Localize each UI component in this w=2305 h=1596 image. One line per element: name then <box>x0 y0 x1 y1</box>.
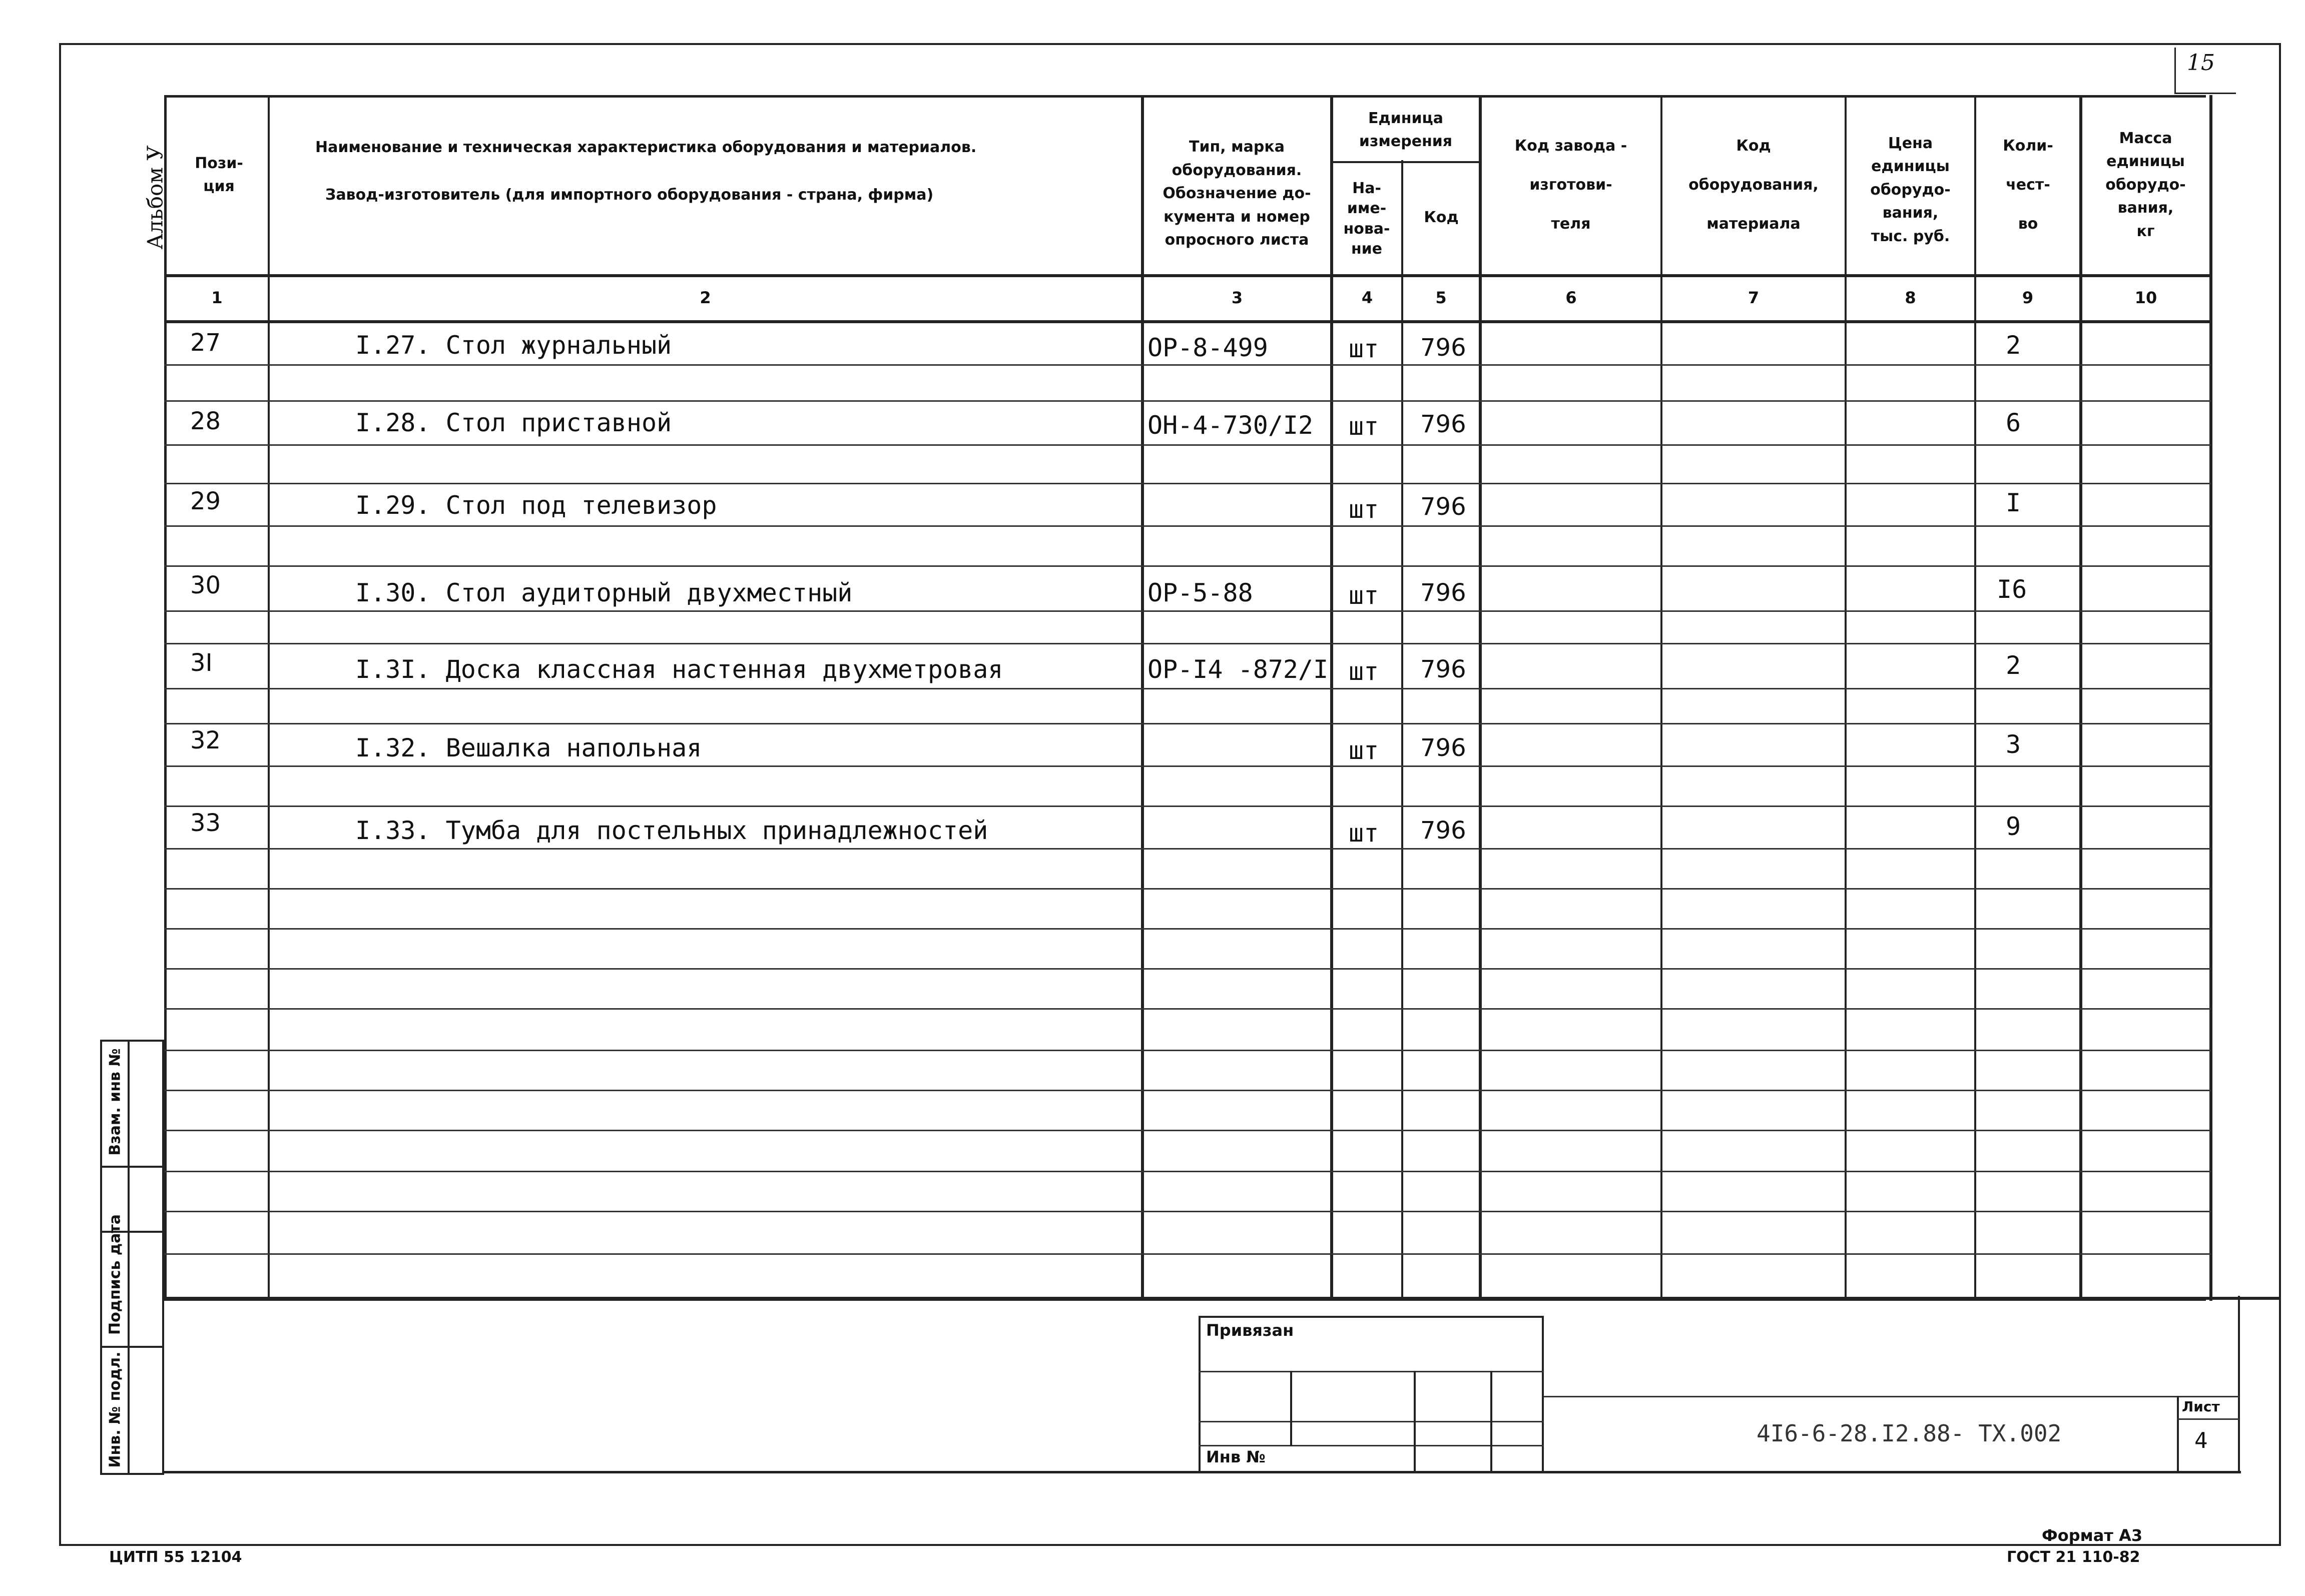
row-name: I.30. Стол аудиторный двухместный <box>355 578 853 607</box>
row-unit: шт <box>1349 736 1379 765</box>
signature-date-label: Подпись дата <box>106 1214 124 1335</box>
header-quantity: Коли- чест- во <box>2003 137 2053 233</box>
row-unit-code: 796 <box>1420 493 1466 521</box>
stamp-divider <box>1490 1371 1492 1473</box>
sheet-label: Лист <box>2182 1398 2220 1415</box>
header-bottom-line <box>164 274 2211 277</box>
gost-label: ГОСТ 21 110-82 <box>2007 1548 2140 1566</box>
sheet-number: 4 <box>2194 1428 2208 1453</box>
row-unit-code: 796 <box>1420 655 1466 683</box>
binding-label: Привязан <box>1206 1321 1294 1340</box>
row-line <box>164 1008 2211 1010</box>
original-inventory-label: Инв. № подл. <box>106 1351 124 1468</box>
row-line <box>164 765 2211 767</box>
colnum-2: 2 <box>700 288 711 307</box>
header-price: Цена единицы оборудо- вания, тыс. руб. <box>1870 134 1951 245</box>
row-quantity: I6 <box>1997 575 2027 604</box>
row-line <box>164 968 2211 970</box>
row-line <box>164 888 2211 890</box>
row-quantity: 9 <box>2006 812 2021 841</box>
colnum-1: 1 <box>211 288 223 307</box>
row-line <box>164 1171 2211 1172</box>
header-unit-name: На- име- нова- ние <box>1343 179 1390 258</box>
row-name: I.28. Стол приставной <box>355 408 672 437</box>
row-unit: шт <box>1349 581 1379 610</box>
header-type: Тип, марка оборудования. Обозначение до- кумента и номер опросного листа <box>1163 138 1311 249</box>
row-unit: шт <box>1349 819 1379 848</box>
row-name: I.3I. Доска классная настенная двухметровая <box>355 655 1003 684</box>
sheet-box-line <box>2177 1418 2239 1420</box>
row-line <box>164 928 2211 930</box>
row-unit: шт <box>1349 657 1379 686</box>
row-position: 30 <box>190 571 221 599</box>
row-unit-code: 796 <box>1420 579 1466 607</box>
row-unit-code: 796 <box>1420 410 1466 438</box>
approval-strip-line <box>100 1166 164 1168</box>
header-name-line2: Завод-изготовитель (для импортного оборудования - страна, фирма) <box>325 186 934 204</box>
row-quantity: I <box>2006 488 2021 517</box>
row-position: 32 <box>190 726 221 754</box>
row-line <box>164 643 2211 644</box>
doc-code-line <box>1544 1396 2239 1397</box>
approval-strip-divider <box>128 1040 130 1475</box>
colnum-6: 6 <box>1565 288 1577 307</box>
row-position: 29 <box>190 487 221 515</box>
row-name: I.27. Стол журнальный <box>355 331 672 360</box>
row-type: ОН-4-730/I2 <box>1147 411 1314 440</box>
colnum-10: 10 <box>2134 288 2157 307</box>
header-factory-code: Код завода - изготови- теля <box>1514 137 1627 233</box>
stamp-divider <box>1414 1371 1416 1473</box>
replaced-inventory-label: Взам. инв № <box>106 1048 124 1156</box>
table-bottom-line <box>164 1297 2281 1300</box>
colnum-8: 8 <box>1905 288 1916 307</box>
row-name: I.33. Тумба для постельных принадлежностей <box>355 816 988 845</box>
row-line <box>164 723 2211 724</box>
stamp-divider <box>1290 1371 1292 1446</box>
row-quantity: 2 <box>2006 651 2021 680</box>
row-name: I.32. Вешалка напольная <box>355 733 702 762</box>
row-unit-code: 796 <box>1420 817 1466 845</box>
row-line <box>164 806 2211 807</box>
row-unit: шт <box>1349 412 1379 441</box>
row-name: I.29. Стол под телевизор <box>355 491 717 520</box>
header-equipment-code: Код оборудования, материала <box>1688 137 1819 233</box>
row-line <box>164 444 2211 446</box>
row-line <box>164 565 2211 567</box>
row-type: ОР-I4 -872/I <box>1147 655 1329 684</box>
colnum-4: 4 <box>1361 288 1373 307</box>
header-mass: Масса единицы оборудо- вания, кг <box>2105 129 2186 240</box>
row-line <box>164 364 2211 366</box>
colnum-9: 9 <box>2022 288 2034 307</box>
header-unit-group: Единица измерения <box>1359 109 1453 150</box>
row-line <box>164 1211 2211 1212</box>
footer-left: ЦИТП 55 12104 <box>109 1548 242 1566</box>
row-line <box>164 1050 2211 1051</box>
header-position: Пози- ция <box>195 154 243 195</box>
row-line <box>164 1253 2211 1255</box>
row-position: 27 <box>190 329 221 357</box>
row-unit-code: 796 <box>1420 334 1466 362</box>
album-label: Альбом У <box>143 145 168 250</box>
row-line <box>164 400 2211 402</box>
row-quantity: 2 <box>2006 331 2021 360</box>
header-unit-code: Код <box>1424 208 1459 226</box>
colnum-bottom-line <box>164 320 2211 323</box>
row-line <box>164 525 2211 527</box>
row-line <box>164 483 2211 484</box>
format-label: Формат А3 <box>2042 1526 2143 1545</box>
row-line <box>164 1090 2211 1091</box>
row-line <box>164 688 2211 689</box>
document-code: 4I6-6-28.I2.88- ТХ.002 <box>1757 1420 2062 1447</box>
colnum-5: 5 <box>1435 288 1447 307</box>
colnum-3: 3 <box>1231 288 1243 307</box>
header-name-line1: Наименование и техническая характеристика оборудования и материалов. <box>315 138 977 156</box>
row-unit-code: 796 <box>1420 734 1466 762</box>
row-position: 28 <box>190 407 221 435</box>
row-type: ОР-5-88 <box>1147 578 1253 607</box>
row-quantity: 6 <box>2006 408 2021 437</box>
row-unit: шт <box>1349 334 1379 363</box>
inventory-number-label: Инв № <box>1206 1447 1266 1466</box>
row-position: 33 <box>190 809 221 837</box>
row-line <box>164 1130 2211 1131</box>
row-line <box>164 610 2211 612</box>
row-unit: шт <box>1349 495 1379 524</box>
page-number: 15 <box>2187 50 2215 76</box>
unit-group-divider <box>1330 161 1480 163</box>
row-line <box>164 848 2211 850</box>
row-quantity: 3 <box>2006 730 2021 759</box>
colnum-7: 7 <box>1748 288 1760 307</box>
row-type: ОР-8-499 <box>1147 333 1268 362</box>
approval-strip-line <box>100 1346 164 1348</box>
row-position: 3I <box>190 649 213 677</box>
